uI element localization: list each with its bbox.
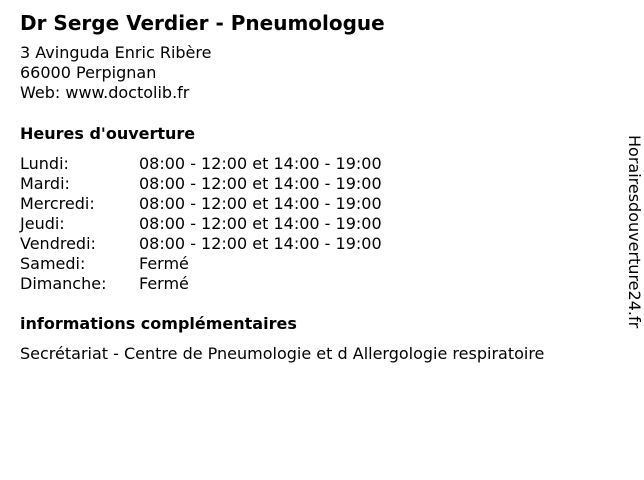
hours-day: Dimanche: <box>20 274 107 293</box>
address-city: 66000 Perpignan <box>20 63 157 82</box>
hours-row-monday <box>20 154 382 174</box>
hours-time: Fermé <box>139 254 189 273</box>
hours-day: Vendredi: <box>20 234 96 253</box>
hours-row-tuesday <box>20 174 382 194</box>
additional-info-heading: informations complémentaires <box>20 314 297 333</box>
additional-info-text: Secrétariat - Centre de Pneumologie et d Allergologie respiratoire <box>20 344 545 363</box>
hours-row-thursday <box>20 214 382 234</box>
hours-row-friday <box>20 234 382 254</box>
hours-row-sunday <box>20 274 382 294</box>
hours-day: Mardi: <box>20 174 70 193</box>
hours-time: Fermé <box>139 274 189 293</box>
hours-time: 08:00 - 12:00 et 14:00 - 19:00 <box>139 154 382 173</box>
hours-time: 08:00 - 12:00 et 14:00 - 19:00 <box>139 174 382 193</box>
hours-day: Jeudi: <box>20 214 65 233</box>
address-street: 3 Avinguda Enric Ribère <box>20 43 212 62</box>
hours-time: 08:00 - 12:00 et 14:00 - 19:00 <box>139 194 382 213</box>
hours-row-saturday <box>20 254 382 274</box>
address-block <box>20 43 211 103</box>
site-watermark: Horairesdouverture24.fr <box>625 135 644 329</box>
hours-day: Lundi: <box>20 154 69 173</box>
hours-day: Samedi: <box>20 254 86 273</box>
website-line: Web: www.doctolib.fr <box>20 83 190 102</box>
hours-time: 08:00 - 12:00 et 14:00 - 19:00 <box>139 234 382 253</box>
hours-time: 08:00 - 12:00 et 14:00 - 19:00 <box>139 214 382 233</box>
page-title: Dr Serge Verdier - Pneumologue <box>20 11 385 35</box>
hours-day: Mercredi: <box>20 194 95 213</box>
opening-hours-heading: Heures d'ouverture <box>20 124 196 143</box>
opening-hours-table <box>20 154 382 294</box>
hours-row-wednesday <box>20 194 382 214</box>
